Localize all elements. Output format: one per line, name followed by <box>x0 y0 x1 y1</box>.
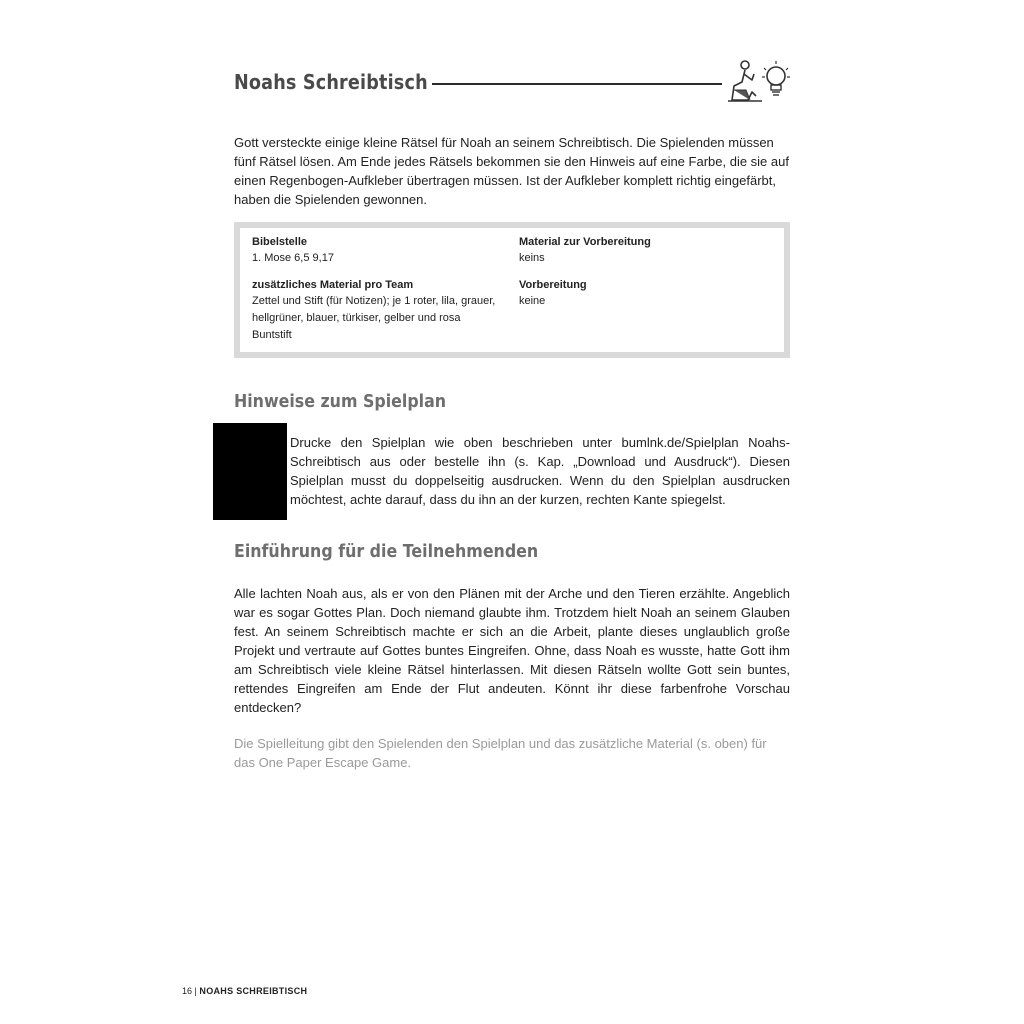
page-title: Noahs Schreibtisch <box>234 70 428 94</box>
bibelstelle-value: 1. Mose 6,5 9,17 <box>252 252 334 264</box>
footer-separator: | <box>194 986 197 996</box>
intro-paragraph: Gott versteckte einige kleine Rätsel für Noah an seinem Schreibtisch. Die Spielenden müssen fünf Rätsel lösen. Am Ende jedes Rätsels bekommen sie den Hinweis auf eine Farbe, die sie auf einen Regenbogen-Aufkleber übertragen müssen. Ist der Aufkleber komplett richtig eingefärbt, haben die Spielenden gewonnen. <box>234 135 789 207</box>
material-vorbereitung-value: keins <box>519 252 545 264</box>
hinweise-heading: Hinweise zum Spielplan <box>234 391 447 412</box>
material-value: Zettel und Stift (für Notizen); je 1 roter, lila, grauer, hellgrüner, blauer, türkiser, gelber und rosa Buntstift <box>252 295 496 341</box>
page-number: 16 <box>182 986 193 996</box>
redaction-block <box>213 423 287 520</box>
bibelstelle-section <box>252 236 500 267</box>
person-with-lightbulb-icon <box>726 56 794 106</box>
material-section <box>252 279 500 344</box>
page-footer <box>182 986 307 996</box>
einfuehrung-heading: Einführung für die Teilnehmenden <box>234 541 539 562</box>
footer-chapter: NOAHS SCHREIBTISCH <box>199 986 308 996</box>
spielleitung-note: Die Spielleitung gibt den Spielenden den Spielplan und das zusätzliche Material (s. oben) für das One Paper Escape Game. <box>234 736 767 770</box>
material-vorbereitung-label: Material zur Vorbereitung <box>519 236 651 248</box>
einfuehrung-paragraph: Alle lachten Noah aus, als er von den Plänen mit der Arche und den Tieren erzählte. Angeblich war es sogar Gottes Plan. Doch niemand glaubte ihm. Trotzdem hielt Noah an seinem Glauben fest. An seinem Schreibtisch machte er sich an die Arbeit, plante dieses unglaublich große Projekt und vertraute auf Gottes buntes Eingreifen. Ohne, dass Noah es wusste, hatte Gott ihm am Schreibtisch viele kleine Rätsel hinterlassen. Mit diesen Rätseln wollte Gott sein buntes, rettendes Eingreifen am Ende der Flut andeuten. Könnt ihr diese farbenfrohe Vorschau entdecken? <box>234 586 790 715</box>
vorbereitung-label: Vorbereitung <box>519 279 587 291</box>
title-rule <box>432 83 722 85</box>
bibelstelle-label: Bibelstelle <box>252 236 308 248</box>
info-box <box>234 222 790 358</box>
vorbereitung-value: keine <box>519 295 546 307</box>
hinweise-paragraph: Drucke den Spielplan wie oben beschrieben unter bumlnk.de/Spielplan Noahs-Schreibtisch aus oder bestelle ihn (s. Kap. „Download und Ausdruck“). Diesen Spielplan musst du doppelseitig ausdrucken. Wenn du den Spielplan ausdrucken möchtest, achte darauf, dass du ihn an der kurzen, rechten Kante spiegelst. <box>290 435 790 507</box>
vorbereitung-section <box>519 279 779 310</box>
material-vorbereitung-section <box>519 236 779 267</box>
material-label: zusätzliches Material pro Team <box>252 279 414 291</box>
